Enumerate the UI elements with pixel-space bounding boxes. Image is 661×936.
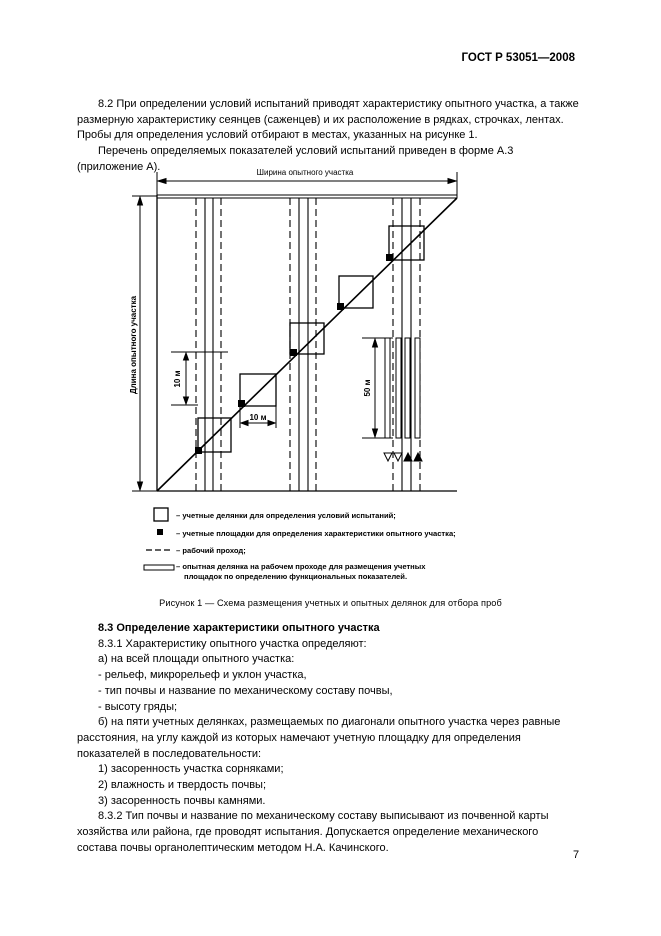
paragraph-8-2: 8.2 При определении условий испытаний приводят характеристику опытного участка, а также размерную характеристику сеянцев (саженцев) и их расположение в рядках, строчках, лентах. Пробы для определения условий отбирают в местах, указанных на рисунке 1.: [77, 98, 579, 142]
sample-point: [195, 447, 202, 454]
section-8-3: [77, 621, 580, 857]
paragraph-form-reference: Перечень определяемых показателей условий испытаний приведен в форме А.3 (приложение А).: [77, 145, 514, 173]
list-b-heading: б) на пяти учетных делянках, размещаемых по диагонали опытного участка через равные расстояния, на углу каждой из которых намечают учетную площадку для определения показателей в последовательности:: [77, 716, 561, 760]
legend-strip-text-2: площадок по определению функциональных показателей.: [184, 572, 408, 581]
experimental-strip: [415, 338, 420, 438]
accounting-plot-5: [389, 226, 424, 260]
paragraph-8-3-2: 8.3.2 Тип почвы и название по механическому составу выписывают из почвенной карты хозяйства или района, где проводят испытания. Допускается определение механического состава почвы органолептическим методом Н.А. Качинского.: [77, 810, 549, 854]
document-code: ГОСТ Р 53051—2008: [461, 52, 575, 64]
list-b-item: 1) засоренность участка сорняками;: [98, 763, 284, 776]
legend-point-symbol: [157, 529, 163, 535]
experimental-strip: [385, 338, 390, 438]
legend-strip-symbol: [144, 565, 174, 570]
accounting-plot-2: [240, 374, 276, 406]
legend: [144, 508, 456, 581]
list-a-heading: а) на всей площади опытного участка:: [98, 653, 295, 666]
list-a-item: - рельеф, микрорельеф и уклон участка,: [98, 669, 307, 682]
sample-point: [290, 349, 297, 356]
dimension-50m-label: 50 м: [363, 379, 372, 397]
legend-point-text: – учетные площадки для определения характеристики опытного участка;: [176, 529, 456, 538]
dimension-10m-vertical-label: 10 м: [173, 370, 182, 388]
list-a-item: - тип почвы и название по механическому составу почвы,: [98, 684, 393, 697]
list-b-item: 3) засоренность почвы камнями.: [98, 794, 266, 807]
paragraph-8-3-1: 8.3.1 Характеристику опытного участка определяют:: [98, 637, 367, 650]
sample-point: [337, 303, 344, 310]
section-title: 8.3 Определение характеристики опытного участка: [98, 622, 380, 634]
legend-square-text: – учетные делянки для определения условий испытаний;: [176, 511, 396, 520]
list-b-item: 2) влажность и твердость почвы;: [98, 779, 267, 792]
list-a-item: - высоту гряды;: [98, 700, 178, 713]
page-number: 7: [573, 849, 580, 861]
accounting-plot-4: [339, 276, 373, 308]
legend-dashed-text: – рабочий проход;: [176, 546, 246, 555]
experimental-strip: [405, 338, 410, 438]
width-label: Ширина опытного участка: [256, 168, 354, 177]
marker-down: [384, 453, 392, 461]
dimension-10m-horizontal-label: 10 м: [249, 413, 267, 422]
length-label: Длина опытного участка: [129, 295, 138, 395]
figure-caption: Рисунок 1 — Схема размещения учетных и опытных делянок для отбора проб: [159, 598, 502, 608]
marker-up: [414, 453, 422, 461]
direction-markers: [384, 453, 422, 461]
sample-point: [386, 254, 393, 261]
legend-square-symbol: [154, 508, 168, 521]
sample-point: [238, 400, 245, 407]
experimental-strip: [396, 338, 401, 438]
marker-down: [394, 453, 402, 461]
legend-strip-text-1: – опытная делянка на рабочем проходе для размещения учетных: [176, 562, 426, 571]
